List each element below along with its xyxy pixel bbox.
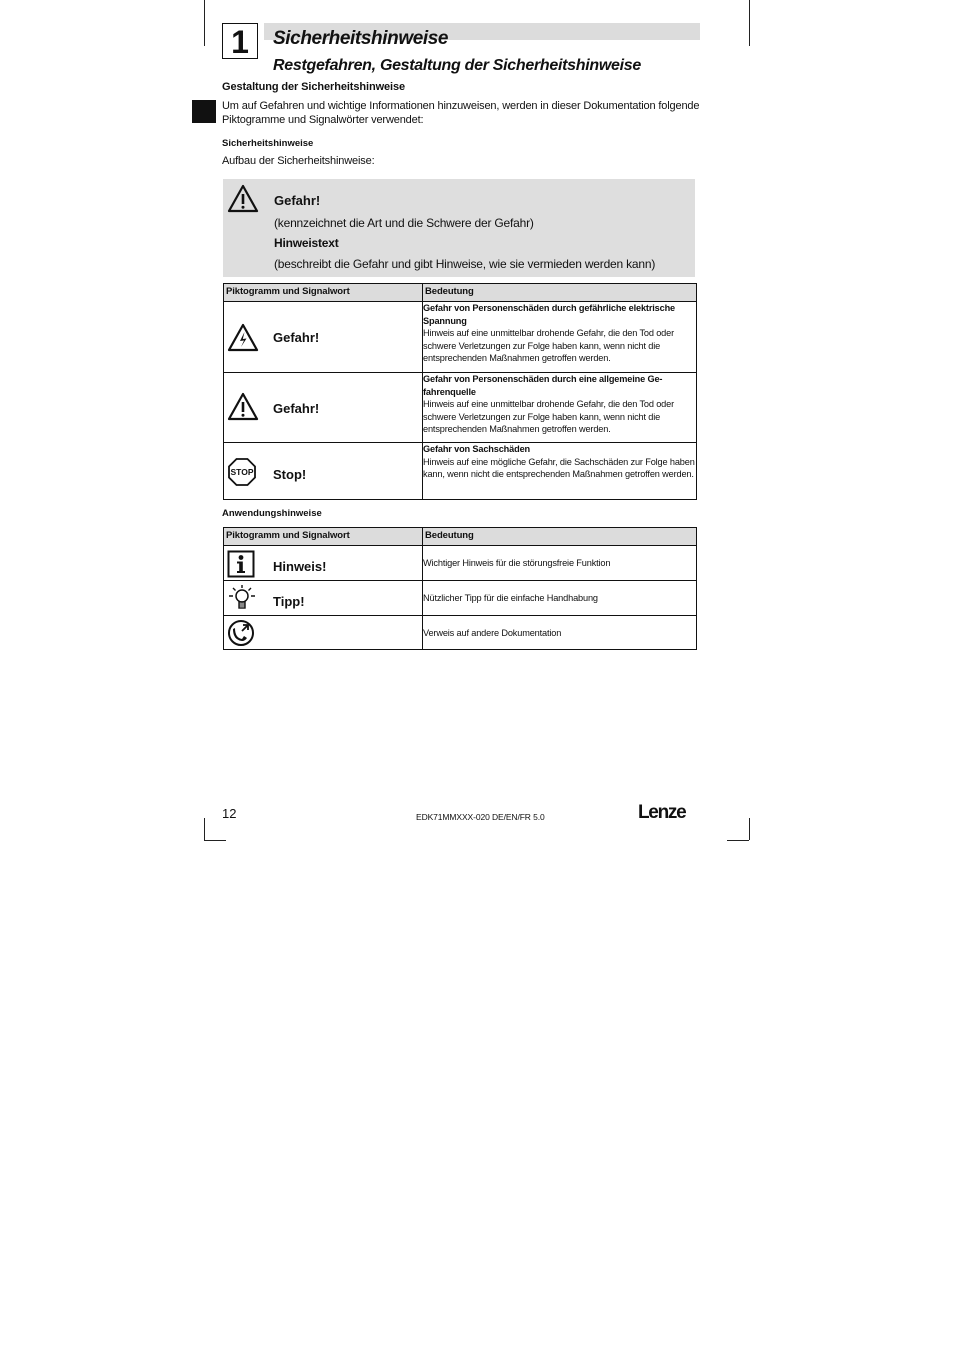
crop-mark <box>727 840 749 841</box>
notice-line-1: (kennzeichnet die Art und die Schwere der Gefahr) <box>274 216 534 230</box>
meaning-title: Gefahr von Personenschäden durch gefährliche elektrische Spannung <box>423 303 675 326</box>
meaning-cell: Nützlicher Tipp für die einfache Handhabung <box>423 581 697 616</box>
meaning-cell <box>423 443 697 500</box>
safety-notice-box <box>223 179 695 277</box>
stop-sign-icon <box>227 457 257 487</box>
meaning-title: Gefahr von Personenschäden durch eine allgemeine Gefahrenquelle <box>423 374 663 397</box>
crop-mark <box>204 818 205 840</box>
chapter-tab-marker <box>192 100 216 123</box>
intro-text: Um auf Gefahren und wichtige Informationen hinzuweisen, werden in dieser Dokumentation folgende Piktogramme und Signalwörter verwendet: <box>222 100 700 126</box>
meaning-cell <box>423 373 697 443</box>
safety-heading: Sicherheitshinweise <box>222 138 314 149</box>
crop-mark <box>749 0 750 46</box>
pictogram-cell <box>224 546 423 581</box>
crop-mark <box>204 840 226 841</box>
table-row <box>224 581 697 616</box>
meaning-text: Hinweis auf eine unmittelbar drohende Gefahr, die den Tod oder schwere Verletzungen zur Folge haben kann, wenn nicht die entsprechenden Maßnahmen getroffen werden. <box>423 399 675 435</box>
document-id: EDK71MMXXX-020 DE/EN/FR 5.0 <box>416 812 545 822</box>
signal-word: Hinweis! <box>273 559 327 574</box>
electric-hazard-icon <box>227 323 259 353</box>
safety-table <box>223 283 697 500</box>
warning-triangle-icon <box>227 184 259 214</box>
meaning-text: Hinweis auf eine unmittelbar drohende Gefahr, die den Tod oder schwere Verletzungen zur Folge haben kann, wenn nicht die entsprechenden Maßnahmen getroffen werden. <box>423 328 675 364</box>
table-row <box>224 373 697 443</box>
meaning-cell: Wichtiger Hinweis für die störungsfreie Funktion <box>423 546 697 581</box>
pictogram-cell <box>224 581 423 616</box>
table-row <box>224 616 697 650</box>
notice-signal-word: Gefahr! <box>274 193 321 208</box>
info-icon <box>227 550 255 578</box>
signal-word: Stop! <box>273 467 307 482</box>
table-header-pictogram: Piktogramm und Signalwort <box>224 284 423 302</box>
lightbulb-icon <box>227 584 257 614</box>
page-subtitle: Restgefahren, Gestaltung der Sicherheitshinweise <box>273 57 641 74</box>
page-title: Sicherheitshinweise <box>273 28 449 49</box>
application-heading: Anwendungshinweise <box>222 508 322 519</box>
signal-word: Tipp! <box>273 594 305 609</box>
chapter-number: 1 <box>222 23 258 59</box>
pictogram-cell <box>224 616 423 650</box>
table-row <box>224 302 697 373</box>
intro-heading: Gestaltung der Sicherheitshinweise <box>222 81 406 93</box>
pictogram-cell <box>224 302 423 373</box>
reference-icon <box>227 619 257 647</box>
signal-word: Gefahr! <box>273 330 320 345</box>
lenze-logo: Lenze <box>638 802 686 823</box>
meaning-text: Hinweis auf eine mögliche Gefahr, die Sachschäden zur Folge haben kann, wenn nicht die entsprechenden Maßnahmen getroffen werden. <box>423 456 695 480</box>
table-row <box>224 546 697 581</box>
page-number: 12 <box>222 806 237 821</box>
table-header-pictogram: Piktogramm und Signalwort <box>224 528 423 546</box>
structure-label: Aufbau der Sicherheitshinweise: <box>222 155 375 167</box>
stop-sign-text: STOP <box>230 467 254 477</box>
crop-mark <box>204 0 205 46</box>
meaning-cell: Verweis auf andere Dokumentation <box>423 616 697 650</box>
general-hazard-icon <box>227 392 259 422</box>
pictogram-cell <box>224 373 423 443</box>
pictogram-cell <box>224 443 423 500</box>
table-row <box>224 443 697 500</box>
meaning-cell <box>423 302 697 373</box>
application-table <box>223 527 697 650</box>
notice-line-3: (beschreibt die Gefahr und gibt Hinweise, wie sie vermieden werden kann) <box>274 257 656 271</box>
crop-mark <box>749 818 750 840</box>
notice-line-2: Hinweistext <box>274 236 339 250</box>
meaning-title: Gefahr von Sachschäden <box>423 444 530 454</box>
table-header-meaning: Bedeutung <box>423 284 697 302</box>
signal-word: Gefahr! <box>273 401 320 416</box>
table-header-meaning: Bedeutung <box>423 528 697 546</box>
